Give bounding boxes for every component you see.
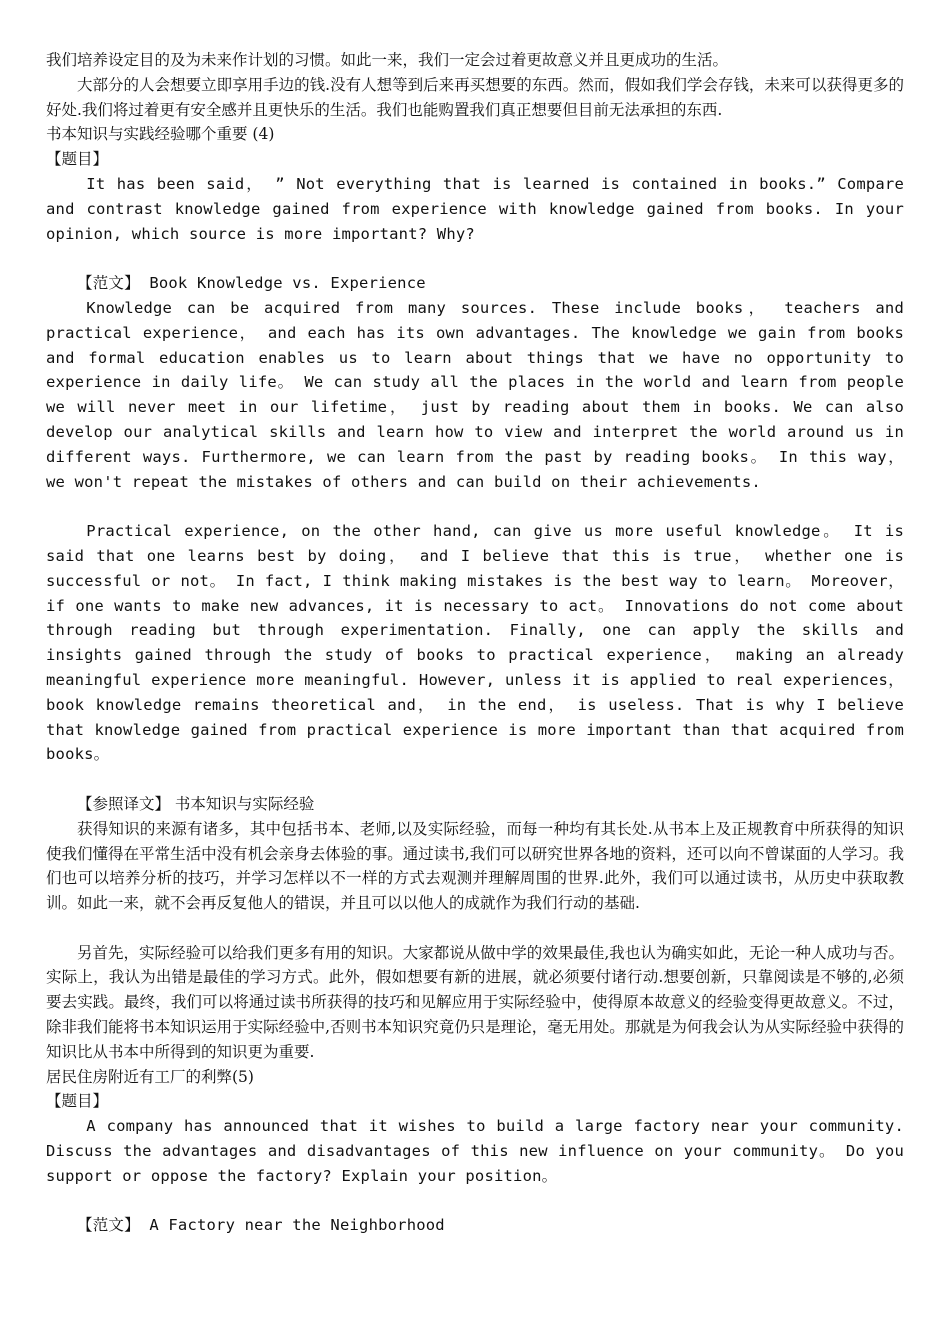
section-4-translation-paragraph-1: 获得知识的来源有诸多，其中包括书本、老师,以及实际经验，而每一种均有其长处.从书本上及正规教育中所获得的知识使我们懂得在平常生活中没有机会亲身去体验的事。通过读书,我们可以研究世界各地的资料，还可以向不曾谋面的人学习。我们也可以培养分析的技巧，并学习怎样以不一样的方式去观测并理解周围的世界.此外，我们可以通过读书，从历史中获取教训。如此一来，就不会再反复他人的错误，并且可以以他人的成就作为我们行动的基础. <box>46 819 904 913</box>
section-4-title: 书本知识与实践经验哪个重要 (4) <box>46 125 275 144</box>
spacer <box>46 916 904 941</box>
paragraph-intro-2: 大部分的人会想要立即享用手边的钱.没有人想等到后来再买想要的东西。然而，假如我们学会存钱，未来可以获得更多的好处.我们将过着更有安全感并且更快乐的生活。我们也能购置我们真正想要但目前无法承担的东西. <box>46 75 904 119</box>
section-4-essay-label: 【范文】 Book Knowledge vs. Experience <box>77 274 426 293</box>
section-5-title: 居民住房附近有工厂的利弊(5) <box>46 1067 254 1086</box>
spacer <box>46 246 904 271</box>
section-5-topic-label: 【题目】 <box>46 1092 109 1111</box>
section-4-topic-label: 【题目】 <box>46 150 109 169</box>
section-5-essay-label: 【范文】 A Factory near the Neighborhood <box>77 1216 445 1235</box>
section-4-translation-label: 【参照译文】 书本知识与实际经验 <box>77 794 315 813</box>
spacer <box>46 767 904 792</box>
section-4-translation-paragraph-2: 另首先，实际经验可以给我们更多有用的知识。大家都说从做中学的效果最佳,我也认为确实如此，无论一种人成功与否。实际上，我认为出错是最佳的学习方式。此外，假如想要有新的进展，就必须要付诸行动.想要创新，只靠阅读是不够的,必须要去实践。最终，我们可以将通过读书所获得的技巧和见解应用于实际经验中，使得原本故意义的经验变得更故意义。不过，除非我们能将书本知识运用于实际经验中,否则书本知识究竟仍只是理论，毫无用处。那就是为何我会认为从实际经验中获得的知识比从书本中所得到的知识更为重要. <box>46 943 904 1061</box>
section-4-topic: It has been said， ” Not everything that is learned is contained in books.” Compare and contrast knowledge gained from experience with knowledge gained from books. In your opinion, which source is more important? Why? <box>46 174 904 243</box>
paragraph-intro-1: 我们培养设定目的及为未来作计划的习惯。如此一来，我们一定会过着更故意义并且更成功的生活。 <box>46 51 729 69</box>
section-4-essay-paragraph-2: Practical experience, on the other hand, can give us more useful knowledge。 It is said that one learns best by doing， and I believe that this is true， whether one is successful or not。 In fact, I think making mistakes is the best way to learn。 Moreover， if one wants to make new advances, it is necessary to act。 Innovations do not come about through reading but through experimentation. Finally, one can apply the skills and insights gained through the study of books to practical experience， making an already meaningful experience more meaningful. However, unless it is applied to real experiences， book knowledge remains theoretical and， in the end， is useless. That is why I believe that knowledge gained from practical experience is more important than that acquired from books。 <box>46 522 904 764</box>
spacer <box>46 1189 904 1214</box>
section-4-essay-paragraph-1: Knowledge can be acquired from many sources. These include books， teachers and practical experience， and each has its own advantages. The knowledge we gain from books and formal education enables us to learn about things that we have no opportunity to experience in daily life。 We can study all the places in the world and learn from people we will never meet in our lifetime， just by reading about them in books. We can also develop our analytical skills and learn how to view and interpret the world around us in different ways. Furthermore, we can learn from the past by reading books。 In this way， we won't repeat the mistakes of others and can build on their achievements. <box>46 298 904 491</box>
spacer <box>46 494 904 519</box>
section-5-topic: A company has announced that it wishes to build a large factory near your community. Discuss the advantages and disadvantages of this new influence on your community。 Do you support or oppose the factory? Explain your position。 <box>46 1117 904 1185</box>
